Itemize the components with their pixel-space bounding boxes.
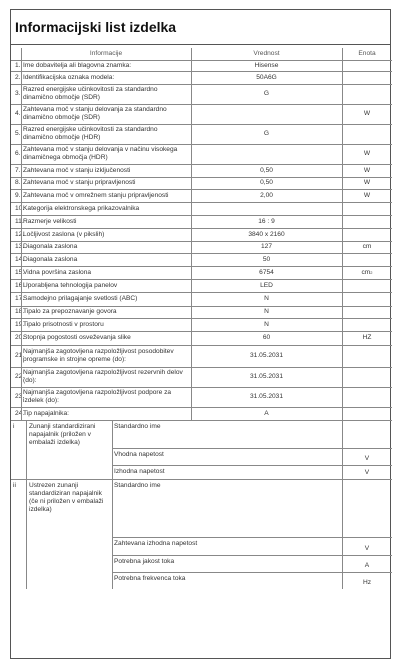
- row-unit: [342, 177, 392, 189]
- row-value-text: 16 : 9: [258, 217, 275, 225]
- row-label-text: Diagonala zaslona: [23, 255, 78, 263]
- row-label-text: Zahtevana moč v stanju delovanja za standardno dinamično območje (SDR): [23, 106, 167, 121]
- column-divider: [26, 420, 27, 479]
- row-value: [191, 144, 342, 164]
- row-unit-text: W: [363, 110, 371, 117]
- row-number-text: 3.: [15, 90, 21, 97]
- row-divider: [11, 479, 392, 480]
- header-info-text: Informacije: [89, 50, 123, 57]
- row-label: [21, 189, 189, 202]
- row-value: [191, 279, 342, 292]
- header-unit-text: Enota: [358, 50, 376, 57]
- row-value-text: 0,50: [260, 166, 273, 174]
- header-unit: [342, 48, 392, 60]
- row-unit-text: W: [363, 166, 371, 174]
- row-value-text: G: [263, 130, 270, 137]
- row-value-text: N: [264, 295, 269, 302]
- row-value: [191, 387, 342, 407]
- row-value: [191, 60, 342, 71]
- supply-item-unit: V: [364, 469, 370, 476]
- row-label: [21, 60, 189, 71]
- row-value: [191, 266, 342, 279]
- row-unit: [342, 144, 392, 164]
- row-value: [191, 71, 342, 84]
- row-unit: [342, 228, 392, 241]
- row-number-text: 10.: [15, 204, 25, 212]
- row-label-text: Kategorija elektronskega prikazovalnika: [23, 204, 140, 212]
- row-value: [191, 104, 342, 124]
- row-label-text: Najmanjša zagotovljena razpoložljivost podpore za izdelek (do):: [23, 389, 172, 404]
- row-unit: [342, 318, 392, 331]
- row-value: [191, 345, 342, 367]
- row-unit: [342, 164, 392, 177]
- row-label: [21, 367, 189, 387]
- row-value-text: 60: [262, 334, 271, 341]
- row-value: [191, 202, 342, 215]
- row-unit: [342, 202, 392, 215]
- row-value: [191, 164, 342, 177]
- product-information-sheet: [10, 9, 391, 659]
- row-unit: [342, 104, 392, 124]
- row-value: [191, 84, 342, 104]
- row-number-text: 18.: [15, 308, 25, 315]
- row-value-text: N: [264, 308, 269, 315]
- row-label: [21, 306, 189, 318]
- row-value: [191, 292, 342, 306]
- row-label: [21, 318, 189, 331]
- row-label: [21, 104, 189, 124]
- row-divider: [112, 537, 392, 538]
- supply-item-unit: A: [364, 562, 370, 569]
- unit-superscript: 2: [370, 269, 373, 275]
- row-value-text: 50A6G: [256, 73, 277, 81]
- row-unit-text: cm: [362, 243, 372, 250]
- column-divider: [112, 420, 113, 479]
- column-divider: [342, 479, 343, 589]
- row-label-text: Zahtevana moč v stanju izključenosti: [23, 166, 131, 174]
- row-value: [191, 228, 342, 241]
- row-label-text: Razred energijske učinkovitosti za standardno dinamično območje (HDR): [23, 126, 158, 141]
- row-unit: [342, 279, 392, 292]
- row-label: [21, 177, 189, 189]
- row-value-text: 0,50: [260, 179, 273, 186]
- row-value-text: N: [264, 320, 269, 328]
- column-divider: [112, 479, 113, 589]
- row-divider: [11, 420, 392, 421]
- row-value-text: 31.05.2031: [249, 373, 283, 380]
- row-unit: [342, 84, 392, 104]
- row-value-text: A: [264, 409, 269, 417]
- row-label-text: Najmanjša zagotovljena razpoložljivost rezervnih delov (do):: [23, 369, 183, 384]
- row-value-text: G: [263, 90, 270, 97]
- row-divider: [112, 448, 392, 449]
- row-label-text: Razred energijske učinkovitosti za standardno dinamično območje (SDR): [23, 86, 158, 101]
- row-label-text: Uporabljena tehnologija panelov: [23, 281, 118, 289]
- column-divider: [191, 48, 192, 420]
- row-number-text: 20.: [15, 334, 25, 341]
- row-number-text: 5.: [15, 130, 21, 137]
- row-number-text: 22.: [15, 373, 25, 380]
- row-unit: [342, 215, 392, 228]
- row-unit: [342, 189, 392, 202]
- row-label-text: Tipalo prisotnosti v prostoru: [23, 320, 104, 328]
- header-value: [191, 48, 342, 60]
- supply-item-unit: Hz: [362, 579, 372, 586]
- row-value: [191, 215, 342, 228]
- row-value-text: 6754: [259, 268, 274, 276]
- column-divider: [342, 420, 343, 479]
- row-unit: [342, 387, 392, 407]
- row-label: [21, 164, 189, 177]
- row-unit: [342, 367, 392, 387]
- row-label: [21, 84, 189, 104]
- column-divider: [21, 48, 22, 420]
- row-number-text: 7.: [15, 166, 21, 174]
- row-label-text: Zahtevana moč v omrežnem stanju pripravljenosti: [23, 191, 169, 199]
- row-label-text: Zahtevana moč v stanju pripravljenosti: [23, 179, 136, 186]
- row-value: [191, 124, 342, 144]
- row-value: [191, 177, 342, 189]
- row-value-text: Hisense: [254, 61, 279, 69]
- header-info: [21, 48, 191, 60]
- supply-item-label: Izhodna napetost: [114, 468, 165, 475]
- supply-item-unit: V: [364, 545, 370, 552]
- row-label: [21, 345, 189, 367]
- supply-item-label: Zahtevana izhodna napetost: [114, 540, 198, 547]
- row-divider: [112, 572, 392, 573]
- row-number-text: 11.: [15, 217, 24, 225]
- supply-item-label: Potrebna frekvenca toka: [114, 575, 186, 582]
- row-value-text: LED: [260, 281, 273, 289]
- row-label: [21, 124, 189, 144]
- row-number-text: 17.: [15, 295, 25, 302]
- row-label: [21, 241, 189, 253]
- group-number: i: [13, 423, 15, 430]
- row-value: [191, 407, 342, 420]
- row-value-text: 31.05.2031: [249, 393, 283, 400]
- header-value-text: Vrednost: [253, 50, 280, 57]
- row-unit: [342, 124, 392, 144]
- row-label-text: Najmanjša zagotovljena razpoložljivost posodobitev programske in strojne opreme (do):: [23, 348, 174, 363]
- supply-item-unit: V: [364, 455, 370, 462]
- row-value: [191, 331, 342, 345]
- group-label: Ustrezen zunanji standardiziran napajalnik (če ni priložen v embalaži izdelka): [29, 482, 104, 513]
- row-value: [191, 306, 342, 318]
- row-unit: [342, 331, 392, 345]
- row-unit-text: W: [363, 191, 371, 199]
- row-label-text: Diagonala zaslona: [23, 243, 78, 250]
- row-unit: [342, 60, 392, 71]
- row-unit: [342, 407, 392, 420]
- row-unit: [342, 241, 392, 253]
- supply-item-label: Standardno ime: [114, 482, 161, 489]
- row-label-text: Tipalo za prepoznavanje govora: [23, 308, 117, 315]
- row-unit-text: HZ: [362, 334, 372, 341]
- row-number-text: 23.: [15, 393, 25, 400]
- column-divider: [342, 48, 343, 420]
- row-number-text: 15.: [15, 268, 25, 276]
- row-label: [21, 331, 189, 345]
- row-unit: [342, 345, 392, 367]
- row-label: [21, 292, 189, 306]
- row-number-text: 6.: [15, 150, 21, 157]
- row-value-text: 31.05.2031: [249, 352, 283, 359]
- row-unit: [342, 253, 392, 266]
- row-value: [191, 241, 342, 253]
- row-number-text: 19.: [15, 320, 25, 328]
- row-unit-text: W: [363, 179, 371, 186]
- row-value: [191, 189, 342, 202]
- row-value: [191, 367, 342, 387]
- row-label: [21, 215, 189, 228]
- column-divider: [26, 479, 27, 589]
- row-label: [21, 253, 189, 266]
- row-divider: [112, 555, 392, 556]
- row-value-text: 3840 x 2160: [248, 230, 285, 238]
- row-number-text: 8.: [15, 179, 21, 186]
- row-number-text: 21.: [15, 352, 25, 359]
- row-unit: [342, 306, 392, 318]
- group-label: Zunanji standardizirani napajalnik (priložen v embalaži izdelka): [29, 423, 96, 446]
- row-label: [21, 407, 189, 420]
- supply-item-label: Potrebna jakost toka: [114, 558, 175, 565]
- row-label-text: Zahtevana moč v stanju delovanja v načinu visokega dinamičnega območja (HDR): [23, 146, 178, 161]
- group-number: ii: [13, 482, 16, 489]
- row-unit-text: W: [363, 150, 371, 157]
- row-unit: [342, 266, 392, 279]
- row-label: [21, 279, 189, 292]
- row-number-text: 16.: [15, 281, 25, 289]
- row-number-text: 4.: [15, 110, 21, 117]
- row-value: [191, 253, 342, 266]
- row-label: [21, 266, 189, 279]
- row-label-text: Vidna površina zaslona: [23, 268, 92, 276]
- supply-item-label: Vhodna napetost: [114, 451, 164, 458]
- row-number-text: 13.: [15, 243, 25, 250]
- row-number-text: 1.: [15, 61, 21, 69]
- row-label-text: Razmerje velikosti: [23, 217, 77, 225]
- row-number-text: 2.: [15, 73, 21, 81]
- row-divider: [112, 465, 392, 466]
- row-unit: [342, 292, 392, 306]
- row-value-text: 2,00: [260, 191, 273, 199]
- row-label-text: Identifikacijska oznaka modela:: [23, 73, 115, 81]
- row-label: [21, 202, 189, 215]
- row-label: [21, 387, 189, 407]
- row-value-text: 50: [262, 255, 271, 263]
- row-label-text: Ločljivost zaslona (v pikslih): [23, 230, 105, 238]
- row-number-text: 14.: [15, 255, 25, 263]
- row-label-text: Stopnja pogostosti osveževanja slike: [23, 334, 131, 341]
- row-unit-text: cm: [361, 268, 371, 276]
- page-title: Informacijski list izdelka: [11, 10, 390, 45]
- row-label: [21, 228, 189, 241]
- supply-item-label: Standardno ime: [114, 423, 161, 430]
- row-number-text: 12.: [15, 230, 25, 238]
- row-label: [21, 144, 189, 164]
- row-label-text: Samodejno prilagajanje svetlosti (ABC): [23, 295, 138, 302]
- row-number-text: 24.: [15, 409, 25, 417]
- row-value: [191, 318, 342, 331]
- row-unit: [342, 71, 392, 84]
- row-label-text: Ime dobavitelja ali blagovna znamka:: [23, 61, 132, 69]
- row-label: [21, 71, 189, 84]
- row-value-text: 127: [260, 243, 272, 250]
- row-number-text: 9.: [15, 191, 21, 199]
- row-label-text: Tip napajalnika:: [23, 409, 69, 417]
